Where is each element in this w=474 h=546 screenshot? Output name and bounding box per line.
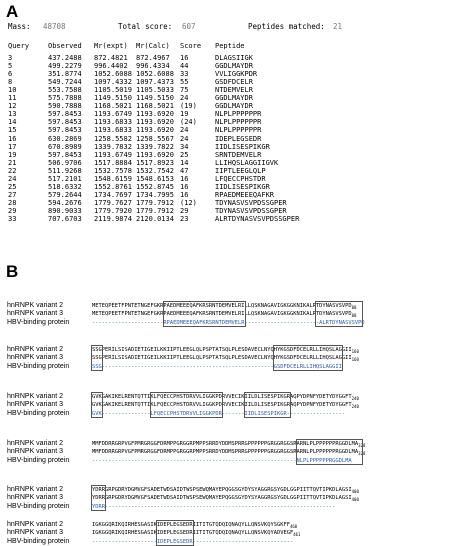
residue-number: 320 <box>358 443 366 449</box>
residue-number: 320 <box>358 451 366 457</box>
table-cell: RPAEDMEEEQAFKR <box>215 190 275 199</box>
table-cell: 19 <box>180 110 189 119</box>
residue-number: 240 <box>351 404 359 410</box>
table-cell: 1097.4332 <box>94 78 132 87</box>
sequence-text: SSGPERILSISADIETIGEILKKIIPTLEEGLQLPSPTATSQLPLESDAVECLNYQHYKGSDFDCELRLLIHQSLAGGII <box>92 347 352 353</box>
table-cell: TDYNASVSVPDSSGPER <box>215 198 287 207</box>
table-row <box>8 126 315 134</box>
column-header: Peptide <box>215 42 245 50</box>
table-cell: 1193.6920 <box>136 126 174 135</box>
table-cell: 1149.5150 <box>94 94 132 103</box>
table-cell: GSDFDCELR <box>215 78 253 87</box>
table-cell: VVLIGGKPDR <box>215 70 258 79</box>
residue-number: 460 <box>289 524 298 530</box>
table-cell: 437.2488 <box>48 54 82 63</box>
table-row <box>8 62 315 70</box>
table-cell: 1734.7697 <box>94 190 132 199</box>
table-cell: 518.6332 <box>48 182 82 191</box>
table-cell: 597.8453 <box>48 110 82 119</box>
table-cell: 24 <box>8 174 17 183</box>
table-cell: NLPLPPPPPPR <box>215 118 262 127</box>
sequence-text: MMFDDRRGRPVGFPMRGRGGFDRMPPGRGGRPMPPSRRDYDDMSPRRGPPPPPPGRGGRGGSRARNLPLPPPPPPRGGDLMA <box>92 441 359 447</box>
table-cell: 1552.8761 <box>94 182 132 191</box>
residue-number: 160 <box>351 349 359 355</box>
table-cell: 1779.7912 <box>136 206 174 215</box>
sequence-text: ---------------------------------------------------------------NLPLPPPPPPRGGDLMA <box>92 457 352 464</box>
sequence-hbv <box>92 503 335 511</box>
table-cell: 1517.8884 <box>94 158 132 167</box>
table-cell: IIDLISESPIKGR <box>215 182 270 191</box>
table-row <box>8 159 315 167</box>
sequence-text: SSGPERILSISADIETIGEILKKIIPTLEEGLQLPSPTATSQLPLESDAVECLNYQHYKGSDFDCELRLLIHQSLAGGII <box>92 355 352 362</box>
sequence-label-v3: hnRNPK variant 3 <box>7 448 64 456</box>
table-cell: IDEPLEGSEDR <box>215 134 262 143</box>
column-header: Mr(Calc) <box>136 42 170 50</box>
peptide-match-box <box>150 392 224 418</box>
table-cell: LLIHQSLAGGIIGVK <box>215 158 279 167</box>
table-cell: 14 <box>180 158 189 167</box>
table-cell: 1193.6749 <box>94 150 132 159</box>
table-cell: 29 <box>180 206 189 215</box>
table-cell: 1149.5150 <box>136 94 174 103</box>
sequence-text: IGKGGQRIKQIRHESGASIKIDEPLEGSEDRIITITGTQDQIQNAQYLLQNSVKQYSGKFF <box>92 522 290 528</box>
total-score-value: 607 <box>182 22 196 31</box>
residue-number: 461 <box>293 532 301 538</box>
sequence-label-v3: hnRNPK variant 3 <box>7 494 64 502</box>
table-cell: 28 <box>8 198 17 207</box>
sequence-text: --------------------IDEPLEGSEDR------------------------------- <box>92 538 294 545</box>
table-row <box>8 118 315 126</box>
table-cell: 1779.7627 <box>94 198 132 207</box>
table-cell: 8 <box>8 78 13 87</box>
table-cell: 6 <box>8 70 13 79</box>
table-cell: 1258.5582 <box>94 134 132 143</box>
table-cell: GGDLMAYDR <box>215 62 253 71</box>
table-cell: (24) <box>180 118 197 127</box>
table-cell: 1193.6749 <box>94 110 132 119</box>
table-row <box>8 191 315 199</box>
table-cell: GGDLMAYDR <box>215 102 253 111</box>
table-cell: 549.7244 <box>48 78 82 87</box>
table-row <box>8 183 315 191</box>
table-cell: 21 <box>8 158 17 167</box>
sequence-label-v2: hnRNPK variant 2 <box>7 521 64 528</box>
table-cell: 872.4821 <box>94 54 128 63</box>
sequence-label-v2: hnRNPK variant 2 <box>7 440 64 447</box>
sequence-label-hbv: HBV-binding protein <box>7 537 70 545</box>
sequence-text: YDRR----------------------------------------------------------------------- <box>92 503 336 510</box>
sequence-text: GVKGAKIKELRENTQTTIKLFQECCPHSTDRVVLIGGKPDRVVECIKIILDLISESPIKGRAQPYDPNFYDETYDYGGFT <box>92 402 352 409</box>
table-cell: 1052.6088 <box>136 70 174 79</box>
table-cell: 1193.6920 <box>136 118 174 127</box>
table-cell: 16 <box>8 134 17 143</box>
table-cell: 29 <box>8 206 17 215</box>
sequence-label-hbv: HBV-binding protein <box>7 409 70 417</box>
residue-number: 240 <box>351 396 359 402</box>
table-cell: (12) <box>180 198 197 207</box>
table-cell: 351.8774 <box>48 70 82 79</box>
table-cell: 1339.7822 <box>136 142 174 151</box>
table-row <box>8 199 315 207</box>
table-cell: 517.2101 <box>48 174 82 183</box>
table-cell: 19 <box>8 150 17 159</box>
table-row <box>8 86 315 94</box>
residue-number: 80 <box>351 305 357 311</box>
sequence-text: IGKGGQRIKQIRHESGASIKIDEPLEGSEDRIITITGTQDQIQNAQYLLQNSVKQYADVEGF <box>92 530 294 537</box>
peptide-match-box <box>91 345 103 371</box>
panel-a-label: A <box>6 2 19 21</box>
table-cell: 44 <box>180 62 189 71</box>
table-cell: 16 <box>180 190 189 199</box>
column-header: Observed <box>48 42 82 50</box>
table-cell: IIPTLEEGLQLP <box>215 166 266 175</box>
table-cell: 1105.5033 <box>136 86 174 95</box>
sequence-text: YDRRGRPGDRYDGMVGFSADETWDSAIDTWSPSEWQMAYEPQGGSGYDYSYAGGRGSYGDLGGPIITTQVTIPKDLAGSI <box>92 495 352 502</box>
table-cell: 1193.6833 <box>94 126 132 135</box>
table-cell: 1734.7995 <box>136 190 174 199</box>
table-cell: 3 <box>8 54 13 63</box>
sequence-text: YDRRGRPGDRYDGMVGFSADETWDSAIDTWSPSEWQMAYEPQGGSGYDYSYAGGRGSYGDLGGPIITTQVTIPKDLAGSI <box>92 487 352 493</box>
peptide-match-box <box>296 439 366 465</box>
sequence-text: MMFDDRRGRPVGFPMRGRGGFDRMPPGRGGRPMPPSRRDYDDMSPRRGPPPPPPGRGGRGGSRARNLPLPPPPPPRGGDLMA <box>92 449 359 456</box>
total-score-label: Total score: <box>118 22 173 31</box>
table-row <box>8 167 315 175</box>
table-row <box>8 175 315 183</box>
table-cell: 1339.7832 <box>94 142 132 151</box>
sequence-label-hbv: HBV-binding protein <box>7 362 70 370</box>
table-cell: 1552.8745 <box>136 182 174 191</box>
column-header: Mr(expt) <box>94 42 128 50</box>
table-cell: 16 <box>180 174 189 183</box>
table-cell: 1193.6920 <box>136 150 174 159</box>
table-row <box>8 143 315 151</box>
table-cell: (19) <box>180 102 197 111</box>
peptide-match-box <box>163 301 246 327</box>
table-cell: IIDLISESPIKGR <box>215 142 270 151</box>
table-cell: 1779.7920 <box>94 206 132 215</box>
table-cell: 16 <box>180 54 189 63</box>
table-row <box>8 215 315 223</box>
table-cell: 1105.5019 <box>94 86 132 95</box>
residue-number: 400 <box>351 497 359 503</box>
table-cell: 23 <box>180 214 189 223</box>
table-cell: 1532.7578 <box>94 166 132 175</box>
table-row <box>8 110 315 118</box>
table-cell: 5 <box>8 62 13 71</box>
table-cell: 14 <box>8 118 17 127</box>
table-cell: 506.9706 <box>48 158 82 167</box>
table-row <box>8 78 315 86</box>
sequence-label-hbv: HBV-binding protein <box>7 502 70 510</box>
column-header: Query <box>8 42 30 50</box>
table-cell: 1193.6833 <box>94 118 132 127</box>
table-header-row <box>8 42 315 50</box>
table-cell: NLPLPPPPPPR <box>215 110 262 119</box>
peptide-match-box <box>156 520 194 546</box>
table-cell: 1168.5021 <box>94 102 132 111</box>
table-cell: 47 <box>180 166 189 175</box>
sequence-text: METEQPEETFPNTETNGEFGKRPAEDMEEEQAFKRSRNTDEMVELRILLQSKNAGAVIGKGGKNIKALRTDYNASVSVPD <box>92 303 352 309</box>
table-cell: 1168.5021 <box>136 102 174 111</box>
peptide-match-box <box>244 392 292 418</box>
residue-number: 400 <box>351 489 359 495</box>
table-cell: 594.2676 <box>48 198 82 207</box>
table-row <box>8 70 315 78</box>
table-cell: GGDLMAYDR <box>215 94 253 103</box>
table-cell: 12 <box>8 102 17 111</box>
table-cell: 27 <box>8 190 17 199</box>
table-cell: 872.4967 <box>136 54 170 63</box>
table-cell: 890.9033 <box>48 206 82 215</box>
peptide-match-box <box>91 485 106 511</box>
table-cell: 75 <box>180 86 189 95</box>
table-cell: 597.8453 <box>48 150 82 159</box>
table-cell: 13 <box>8 110 17 119</box>
table-cell: 1052.6088 <box>94 70 132 79</box>
sequence-text: GVK---------------LFQECCPHSTDRVVLIGGKPDR-------IIDLISESPIKGR------------------ <box>92 410 346 417</box>
table-cell: 11 <box>8 94 17 103</box>
table-cell: 22 <box>8 166 17 175</box>
table-cell: 16 <box>180 182 189 191</box>
table-cell: 2119.9874 <box>94 214 132 223</box>
sequence-label-v3: hnRNPK variant 3 <box>7 401 64 409</box>
table-cell: LFQECCPHSTDR <box>215 174 266 183</box>
mass-value: 48708 <box>43 22 66 31</box>
table-cell: 575.7888 <box>48 94 82 103</box>
table-cell: 24 <box>180 94 189 103</box>
table-cell: 24 <box>180 126 189 135</box>
sequence-label-v2: hnRNPK variant 2 <box>7 486 64 493</box>
peptides-matched-value: 21 <box>333 22 343 31</box>
table-cell: 17 <box>8 142 17 151</box>
table-cell: 1193.6920 <box>136 110 174 119</box>
table-row <box>8 135 315 143</box>
table-row <box>8 207 315 215</box>
table-cell: NLPLPPPPPPR <box>215 126 262 135</box>
panel-b-label: B <box>6 262 19 281</box>
table-cell: 579.2644 <box>48 190 82 199</box>
table-cell: 10 <box>8 86 17 95</box>
sequence-label-v2: hnRNPK variant 2 <box>7 393 64 400</box>
table-cell: 996.4402 <box>94 62 128 71</box>
table-cell: 1097.4373 <box>136 78 174 87</box>
residue-number: 80 <box>351 313 357 319</box>
sequence-text: ----------------------RPAEDMEEEQAFKRSRNTDEMVELR-----------------------ALRTDYNASVSVPD <box>92 319 365 326</box>
residue-number: 160 <box>351 357 359 363</box>
table-cell: 1779.7912 <box>136 198 174 207</box>
column-header: Score <box>180 42 202 50</box>
table-cell: 15 <box>8 126 17 135</box>
table-row <box>8 54 315 62</box>
table-cell: NTDEMVELR <box>215 86 253 95</box>
sequence-text: METEQPEETFPNTETNGEFGKRPAEDMEEEQAFKRSRNTDEMVELRILLQSKNAGAVIGKGGKNIKALRTDYNASVSVPD <box>92 311 352 318</box>
table-cell: 33 <box>180 70 189 79</box>
table-cell: 34 <box>180 142 189 151</box>
sequence-text: SSG-----------------------------------------------------GSDFDCELRLLIHQSLAGGII <box>92 363 342 370</box>
table-cell: 670.8989 <box>48 142 82 151</box>
table-cell: 1517.8923 <box>136 158 174 167</box>
sequence-label-hbv: HBV-binding protein <box>7 456 70 464</box>
table-cell: 597.8453 <box>48 118 82 127</box>
table-cell: 996.4334 <box>136 62 170 71</box>
peptide-match-table <box>8 42 315 223</box>
table-cell: TDYNASVSVPDSSGPER <box>215 206 287 215</box>
table-row <box>8 151 315 159</box>
table-row <box>8 102 315 110</box>
sequence-label-v3: hnRNPK variant 3 <box>7 310 64 318</box>
table-cell: 33 <box>8 214 17 223</box>
sequence-label-v3: hnRNPK variant 3 <box>7 354 64 362</box>
table-row <box>8 94 315 102</box>
table-cell: DLAGSIIGK <box>215 54 253 63</box>
table-cell: ALRTDYNASVSVPDSSGPER <box>215 214 300 223</box>
sequence-label-v2: hnRNPK variant 2 <box>7 346 64 353</box>
table-cell: 707.6703 <box>48 214 82 223</box>
table-cell: 630.2869 <box>48 134 82 143</box>
table-cell: 55 <box>180 78 189 87</box>
table-cell: 25 <box>180 150 189 159</box>
table-cell: 1258.5567 <box>136 134 174 143</box>
table-cell: 590.7888 <box>48 102 82 111</box>
sequence-label-hbv: HBV-binding protein <box>7 318 70 326</box>
sequence-text: GVKGAKIKELRENTQTTIKLFQECCPHSTDRVVLIGGKPDRVVECIKIILDLISESPIKGRAQPYDPNFYDETYDYGGFT <box>92 394 352 400</box>
peptide-match-box <box>315 301 363 327</box>
peptide-match-box <box>273 345 343 371</box>
sequence-label-v2: hnRNPK variant 2 <box>7 302 64 309</box>
table-cell: 1548.6159 <box>94 174 132 183</box>
peptides-matched-label: Peptides matched: <box>248 22 325 31</box>
table-cell: 499.2279 <box>48 62 82 71</box>
mass-label: Mass: <box>8 22 31 31</box>
sequence-label-v3: hnRNPK variant 3 <box>7 529 64 537</box>
table-cell: 1532.7542 <box>136 166 174 175</box>
peptide-match-box <box>91 392 103 418</box>
table-cell: 24 <box>180 134 189 143</box>
table-cell: 553.7588 <box>48 86 82 95</box>
table-cell: 25 <box>8 182 17 191</box>
table-cell: 597.8453 <box>48 126 82 135</box>
table-cell: 1548.6153 <box>136 174 174 183</box>
table-cell: SRNTDEMVELR <box>215 150 262 159</box>
table-cell: 2120.0134 <box>136 214 174 223</box>
table-cell: 511.9268 <box>48 166 82 175</box>
